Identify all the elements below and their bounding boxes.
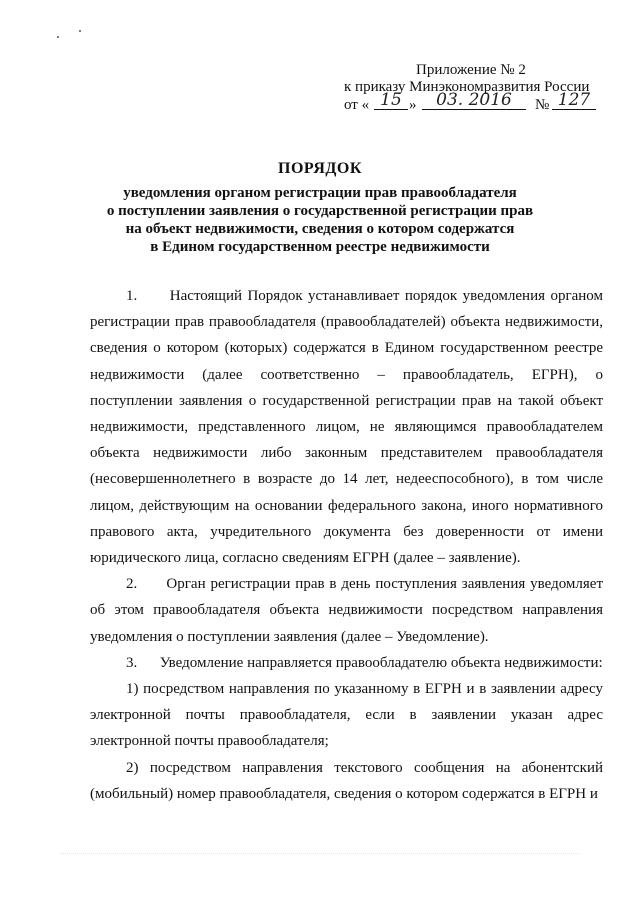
paragraph-1: 1. Настоящий Порядок устанавливает порядок уведомления органом регистрации прав правообладателя (правообладателей) объекта недвижимости, сведения о котором (которых) содержатся в Едином государственном реестре недвижимости (далее соответственно – правообладатель, ЕГРН), о поступлении заявления о государственной регистрации прав на такой объект недвижимости, представленного лицом, не являющимся правообладателем объекта недвижимости либо законным представителем правообладателя (несовершеннолетнего в возрасте до 14 лет, недееспособного), в том числе лицом, действующим на основании федерального закона, иного нормативного правового акта, учредительного документа без доверенности от имени юридического лица, согласно сведениям ЕГРН (далее – заявление). bbox=[90, 288, 603, 567]
document-body bbox=[90, 283, 603, 807]
title-main: ПОРЯДОК bbox=[278, 160, 362, 177]
subtitle-line: о поступлении заявления о государственной регистрации прав bbox=[106, 203, 534, 219]
scan-speck bbox=[79, 30, 81, 32]
appendix-block bbox=[344, 62, 614, 118]
list-item-1: 1) посредством направления по указанному в ЕГРН и в заявлении адресу электронной почты правообладателя, если в заявлении указан адрес электронной почты правообладателя; bbox=[90, 681, 603, 750]
date-day-handwritten: 15 bbox=[374, 92, 408, 110]
appendix-title: Приложение № 2 bbox=[416, 62, 526, 78]
subtitle-line: в Едином государственном реестре недвижимости bbox=[150, 239, 490, 255]
date-month-year-handwritten: 03. 2016 bbox=[422, 92, 526, 110]
document-title bbox=[90, 160, 550, 256]
scan-speck bbox=[57, 36, 59, 38]
date-from-label: от « bbox=[344, 97, 370, 113]
subtitle-line: на объект недвижимости, сведения о котором содержатся bbox=[125, 221, 515, 237]
number-label: № bbox=[535, 97, 550, 113]
list-item-2: 2) посредством направления текстового сообщения на абонентский (мобильный) номер правообладателя, сведения о котором содержатся в ЕГРН и bbox=[90, 759, 603, 802]
paragraph-3: 3. Уведомление направляется правообладателю объекта недвижимости: bbox=[126, 654, 603, 671]
paragraph-2: 2. Орган регистрации прав в день поступления заявления уведомляет об этом правообладателя объекта недвижимости посредством направления уведомления о поступлении заявления (далее – Уведомление). bbox=[90, 576, 603, 645]
title-subtitle bbox=[90, 184, 550, 256]
appendix-order-reference: к приказу Минэкономразвития России bbox=[344, 79, 590, 95]
scan-edge-line bbox=[60, 853, 580, 854]
order-number-handwritten: 127 bbox=[552, 92, 596, 110]
subtitle-line: уведомления органом регистрации прав правообладателя bbox=[123, 185, 517, 201]
date-quote-close: » bbox=[409, 97, 417, 113]
appendix-date-line bbox=[344, 90, 614, 118]
